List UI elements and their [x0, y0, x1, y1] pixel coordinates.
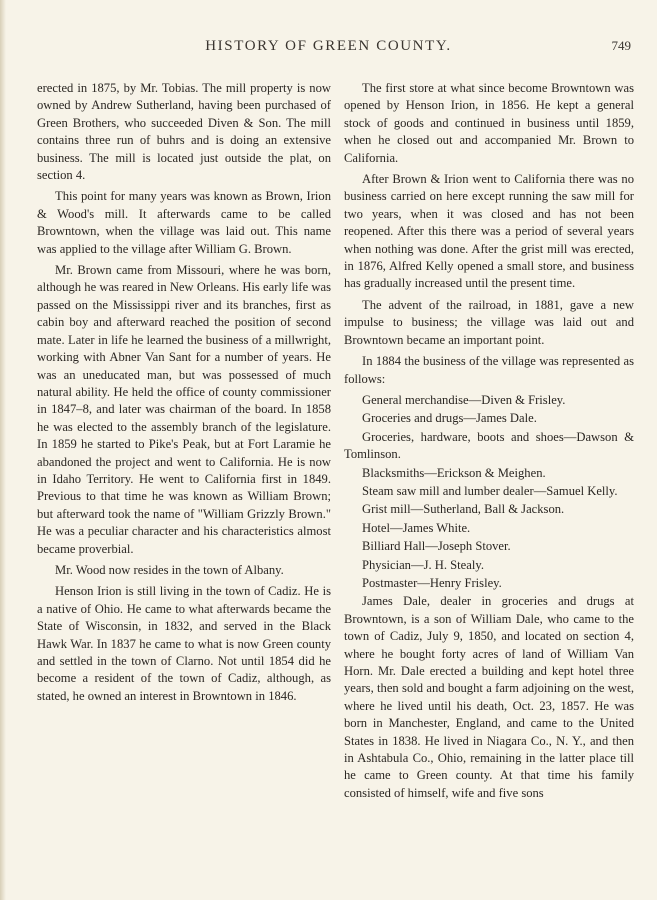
business-list-item: Grist mill—Sutherland, Ball & Jackson. [362, 502, 565, 517]
business-list-item: General merchandise—Diven & Frisley. [362, 392, 566, 407]
left-column [37, 80, 331, 709]
paragraph: erected in 1875, by Mr. Tobias. The mill property is now owned by Andrew Sutherland, having been purchased of Green Brothers, who succeeded Diven & Son. The mill contains three run of buhrs and is doing an extensive business. The mill is located just outside the plat, on section 4. [37, 81, 331, 183]
page-number: 749 [611, 38, 631, 53]
running-header [0, 38, 657, 60]
business-list-item: Groceries and drugs—James Dale. [362, 411, 537, 426]
paragraph: After Brown & Irion went to California there was no business carried on here except running the saw mill for two years, when it was closed and has not been reopened. After this there was a period of several years when nothing was done. After the grist mill was erected, in 1876, Alfred Kelly opened a small store, and business has gradually increased until the present time. [344, 172, 634, 291]
header-title: HISTORY OF GREEN COUNTY. [205, 38, 452, 54]
right-column [344, 80, 634, 806]
business-list-item: Steam saw mill and lumber dealer—Samuel Kelly. [362, 483, 618, 498]
business-list-item: Blacksmiths—Erickson & Meighen. [362, 465, 546, 480]
paragraph: Henson Irion is still living in the town of Cadiz. He is a native of Ohio. He came to what afterwards became the State of Wisconsin, in 1832, and served in the Black Hawk War. In 1837 he came to what is now Green county and settled in the town of Clarno. Not until 1854 did he become a resident of the town of Cadiz, although, as stated, he owned an interest in Browntown in 1846. [37, 584, 331, 703]
business-list-item: Postmaster—Henry Frisley. [362, 575, 502, 590]
business-list-item: Billiard Hall—Joseph Stover. [362, 539, 511, 554]
paragraph: The first store at what since become Browntown was opened by Henson Irion, in 1856. He kept a general stock of goods and continued in business until 1859, when he closed out and accompanied Mr. Brown to California. [344, 81, 634, 165]
business-list-item: Groceries, hardware, boots and shoes—Dawson & Tomlinson. [344, 429, 634, 462]
page-gutter-shadow [0, 0, 6, 900]
business-list-item: Hotel—James White. [362, 520, 471, 535]
paragraph: In 1884 the business of the village was represented as follows: [344, 354, 634, 386]
paragraph: Mr. Wood now resides in the town of Albany. [55, 562, 284, 577]
paragraph: This point for many years was known as Brown, Irion & Wood's mill. It afterwards came to be called Browntown, when the village was laid out. This name was applied to the village after William G. Brown. [37, 189, 331, 256]
paragraph: James Dale, dealer in groceries and drugs at Browntown, is a son of William Dale, who came to the town of Cadiz, July 9, 1850, and located on section 4, where he bought forty acres of land of William Van Horn. Mr. Dale erected a building and kept hotel three years, then sold and bought a farm adjoining on the west, where he lived until his death, Oct. 23, 1857. He was born in Manchester, England, and came to the United States in 1838. He lived in Niagara Co., N. Y., and then in Ashtabula Co., Ohio, remaining in the latter place till he came to Green county. At that time his family consisted of himself, wife and five sons [344, 594, 634, 800]
business-list-item: Physician—J. H. Stealy. [362, 557, 484, 572]
paragraph: The advent of the railroad, in 1881, gave a new impulse to business; the village was laid out and Browntown became an important point. [344, 297, 634, 347]
paragraph: Mr. Brown came from Missouri, where he was born, although he was reared in New Orleans. His early life was passed on the Mississippi river and its branches, first as cabin boy and afterward reached the position of second mate. Later in life he learned the business of a millwright, working with Abner Van Sant for a number of years. He was an uneducated man, but was possessed of much natural ability. He held the office of county commissioner in 1847–8, and later was chairman of the board. In 1858 he was elected to the assembly branch of the legislature. In 1859 he started to Pike's Peak, but at Fort Laramie he abandoned the project and went to California. He is now in Idaho Territory. He went to California first in 1849. Previous to that time he was known as William Brown; but afterward took the name of "William Grizzly Brown." He was a peculiar character and his characteristics almost became proverbial. [37, 263, 331, 556]
